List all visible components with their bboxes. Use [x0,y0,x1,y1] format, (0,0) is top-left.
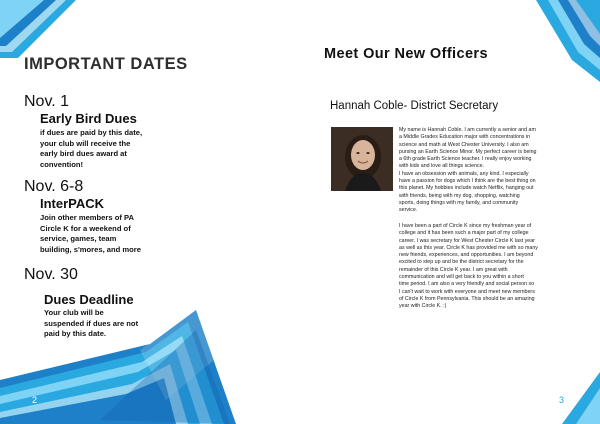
event-description: if dues are paid by this date, your club will receive the early bird dues award at convention! [40,128,143,169]
event-date: Nov. 1 [24,93,70,110]
event-description: Your club will be suspended if dues are not paid by this date. [44,308,139,339]
event-description: Join other members of PA Circle K for a weekend of service, games, team building, s'mores, and more [40,213,141,254]
officer-name-title: Hannah Coble- District Secretary [330,100,499,112]
meet-officers-heading: Meet Our New Officers [324,46,488,62]
portrait-image [331,127,393,191]
event-title: Dues Deadline [44,292,134,307]
important-dates-heading: IMPORTANT DATES [24,55,188,73]
officer-bio-paragraph: My name is Hannah Coble. I am currently a senior and am a Middle Grades Education major with concentrations in science and math at West Chester University. I also am pursing an Earth Science Minor. My perfect career is being a 6th grade Earth Science teacher. I really enjoy working with kids and love all things science. I have an obsession with animals, any kind. I especially have a passion for dogs which I think are the best thing on this planet. My hobbies include watch Netflix, hanging out with friends, being with my dog, shopping, watching sports, doing things with my family, and community service. [399,127,537,214]
officer-bio-paragraph: I have been a part of Circle K since my freshman year of college and it has been such a major part of my college career. I was secretary for West Chester Circle K last year as well as this year. Circle K has provided me with so many new friends, experiences, and opportunities. I am beyond excited to step up and be the district secretary for the remainder of this Circle K year. I am great with communication and will get back to you within a short time period. I am also a very friendly and social person so I can't wait to work with everyone and meet new members of Circle K from Pennsylvania. This should be an amazing year with Circle K. :) [399,223,538,310]
event-title: Early Bird Dues [40,111,137,126]
event-date: Nov. 6-8 [24,178,84,195]
officer-photo [331,127,393,191]
event-title: InterPACK [40,196,105,211]
page-number: 2 [32,395,38,405]
page-number: 3 [559,395,565,405]
event-date: Nov. 30 [24,266,78,283]
